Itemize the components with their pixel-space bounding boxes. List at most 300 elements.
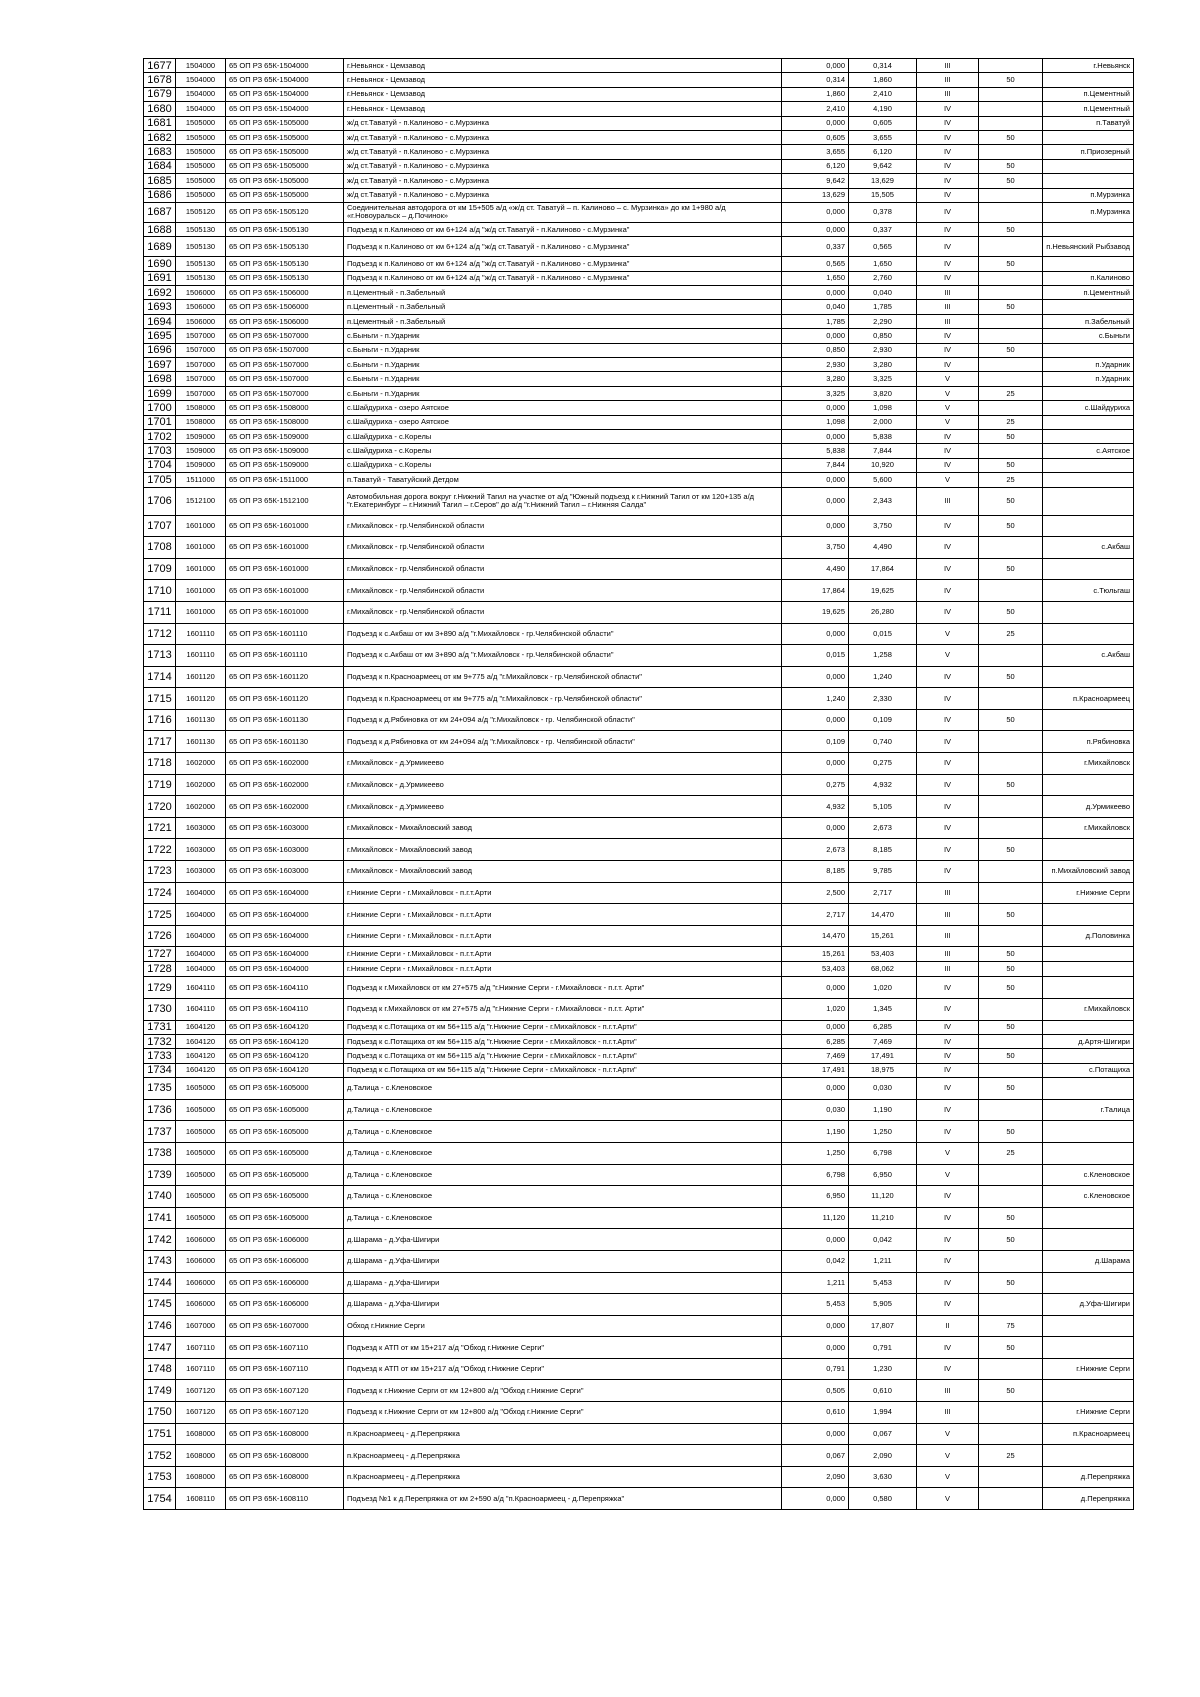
table-row <box>144 444 1134 458</box>
road-name: г.Михайловск - гр.Челябинской области <box>344 515 782 537</box>
settlement: с.Кленовское <box>1043 1164 1134 1186</box>
settlement: д.Артя-Шигири <box>1043 1035 1134 1049</box>
road-name: с.Шайдуриха - с.Корелы <box>344 429 782 443</box>
settlement <box>1043 904 1134 926</box>
speed-limit <box>979 1466 1043 1488</box>
km-start: 0,067 <box>782 1445 849 1467</box>
road-id: 65 ОП РЗ 65К-1505120 <box>226 202 344 222</box>
speed-limit <box>979 1294 1043 1316</box>
row-number: 1704 <box>144 458 176 472</box>
km-end: 0,042 <box>849 1229 917 1251</box>
settlement: п.Мурзинка <box>1043 188 1134 202</box>
row-number: 1723 <box>144 861 176 883</box>
settlement: с.Акбаш <box>1043 645 1134 667</box>
km-start: 1,020 <box>782 999 849 1021</box>
category: IV <box>917 145 979 159</box>
km-start: 6,120 <box>782 159 849 173</box>
speed-limit: 50 <box>979 1229 1043 1251</box>
km-end: 3,280 <box>849 358 917 372</box>
road-name: Автомобильная дорога вокруг г.Нижний Тагил на участке от а/д "Южный подъезд к г.Нижний Тагил от км 120+135 а/д "г.Екатеринбург – г.Нижний Тагил – г.Серов" до а/д "г.Нижний Тагил – г.Нижняя Салда" <box>344 487 782 515</box>
table-row <box>144 688 1134 710</box>
row-number: 1698 <box>144 372 176 386</box>
table-row <box>144 1142 1134 1164</box>
category: V <box>917 1488 979 1510</box>
km-start: 0,000 <box>782 1315 849 1337</box>
road-id: 65 ОП РЗ 65К-1602000 <box>226 774 344 796</box>
km-start: 0,000 <box>782 1229 849 1251</box>
road-code: 1603000 <box>176 817 226 839</box>
table-row <box>144 271 1134 285</box>
road-code: 1508000 <box>176 401 226 415</box>
km-end: 3,820 <box>849 386 917 400</box>
settlement: с.Шайдуриха <box>1043 401 1134 415</box>
km-start: 13,629 <box>782 188 849 202</box>
settlement: п.Рябиновка <box>1043 731 1134 753</box>
road-name: Подъезд к д.Рябиновка от км 24+094 а/д "г.Михайловск - гр. Челябинской области" <box>344 731 782 753</box>
speed-limit: 25 <box>979 415 1043 429</box>
road-id: 65 ОП РЗ 65К-1605000 <box>226 1207 344 1229</box>
speed-limit: 50 <box>979 1121 1043 1143</box>
road-id: 65 ОП РЗ 65К-1507000 <box>226 343 344 357</box>
settlement: с.Аятское <box>1043 444 1134 458</box>
settlement: с.Акбаш <box>1043 537 1134 559</box>
road-id: 65 ОП РЗ 65К-1509000 <box>226 458 344 472</box>
km-end: 14,470 <box>849 904 917 926</box>
category: III <box>917 300 979 314</box>
road-code: 1505000 <box>176 174 226 188</box>
road-code: 1504000 <box>176 59 226 73</box>
settlement: с.Кленовское <box>1043 1186 1134 1208</box>
settlement: п.Цементный <box>1043 87 1134 101</box>
road-code: 1505130 <box>176 271 226 285</box>
settlement: п.Невьянский Рыбзавод <box>1043 237 1134 257</box>
row-number: 1711 <box>144 601 176 623</box>
row-number: 1678 <box>144 73 176 87</box>
road-name: с.Шайдуриха - озеро Аятское <box>344 401 782 415</box>
table-row <box>144 601 1134 623</box>
settlement <box>1043 558 1134 580</box>
row-number: 1692 <box>144 286 176 300</box>
road-code: 1509000 <box>176 444 226 458</box>
km-start: 11,120 <box>782 1207 849 1229</box>
row-number: 1750 <box>144 1402 176 1424</box>
category: IV <box>917 977 979 999</box>
road-code: 1506000 <box>176 300 226 314</box>
table-row <box>144 415 1134 429</box>
table-row <box>144 1229 1134 1251</box>
road-code: 1604120 <box>176 1063 226 1077</box>
km-end: 0,565 <box>849 237 917 257</box>
road-name: г.Нижние Серги - г.Михайловск - п.г.т.Арти <box>344 962 782 977</box>
km-end: 0,580 <box>849 1488 917 1510</box>
table-row <box>144 925 1134 947</box>
km-start: 4,490 <box>782 558 849 580</box>
km-end: 3,630 <box>849 1466 917 1488</box>
km-start: 9,642 <box>782 174 849 188</box>
km-start: 7,469 <box>782 1049 849 1063</box>
settlement <box>1043 709 1134 731</box>
speed-limit <box>979 1250 1043 1272</box>
road-name: д.Шарама - д.Уфа-Шигири <box>344 1250 782 1272</box>
speed-limit: 50 <box>979 839 1043 861</box>
km-start: 0,000 <box>782 116 849 130</box>
km-start: 0,000 <box>782 1488 849 1510</box>
road-name: Подъезд к п.Красноармеец от км 9+775 а/д "г.Михайловск - гр.Челябинской области" <box>344 688 782 710</box>
road-id: 65 ОП РЗ 65К-1605000 <box>226 1164 344 1186</box>
row-number: 1693 <box>144 300 176 314</box>
category: IV <box>917 1186 979 1208</box>
table-row <box>144 237 1134 257</box>
road-id: 65 ОП РЗ 65К-1604000 <box>226 947 344 962</box>
speed-limit: 50 <box>979 558 1043 580</box>
road-code: 1606000 <box>176 1229 226 1251</box>
speed-limit <box>979 1186 1043 1208</box>
km-end: 4,932 <box>849 774 917 796</box>
row-number: 1709 <box>144 558 176 580</box>
settlement <box>1043 1078 1134 1100</box>
road-id: 65 ОП РЗ 65К-1604120 <box>226 1063 344 1077</box>
table-row <box>144 130 1134 144</box>
road-name: с.Быньги - п.Ударник <box>344 372 782 386</box>
road-id: 65 ОП РЗ 65К-1505130 <box>226 271 344 285</box>
km-end: 1,190 <box>849 1099 917 1121</box>
settlement: п.Михайловский завод <box>1043 861 1134 883</box>
settlement <box>1043 947 1134 962</box>
settlement <box>1043 977 1134 999</box>
km-start: 2,090 <box>782 1466 849 1488</box>
settlement <box>1043 1380 1134 1402</box>
speed-limit <box>979 329 1043 343</box>
road-id: 65 ОП РЗ 65К-1505130 <box>226 237 344 257</box>
category: III <box>917 59 979 73</box>
road-code: 1605000 <box>176 1142 226 1164</box>
km-start: 0,000 <box>782 202 849 222</box>
km-start: 4,932 <box>782 796 849 818</box>
road-code: 1601000 <box>176 580 226 602</box>
speed-limit: 50 <box>979 458 1043 472</box>
km-end: 4,190 <box>849 102 917 116</box>
speed-limit <box>979 1402 1043 1424</box>
speed-limit <box>979 116 1043 130</box>
speed-limit <box>979 358 1043 372</box>
settlement: п.Красноармеец <box>1043 1423 1134 1445</box>
row-number: 1694 <box>144 314 176 328</box>
table-row <box>144 1020 1134 1034</box>
km-start: 2,930 <box>782 358 849 372</box>
km-end: 0,378 <box>849 202 917 222</box>
table-row <box>144 1049 1134 1063</box>
category: IV <box>917 358 979 372</box>
row-number: 1746 <box>144 1315 176 1337</box>
road-id: 65 ОП РЗ 65К-1604000 <box>226 925 344 947</box>
category: IV <box>917 774 979 796</box>
settlement: д.Половинка <box>1043 925 1134 947</box>
settlement <box>1043 962 1134 977</box>
km-start: 0,000 <box>782 429 849 443</box>
road-code: 1603000 <box>176 839 226 861</box>
road-code: 1507000 <box>176 386 226 400</box>
category: IV <box>917 429 979 443</box>
category: IV <box>917 1121 979 1143</box>
road-id: 65 ОП РЗ 65К-1604120 <box>226 1049 344 1063</box>
road-code: 1504000 <box>176 102 226 116</box>
speed-limit: 50 <box>979 222 1043 236</box>
road-code: 1509000 <box>176 458 226 472</box>
km-start: 0,000 <box>782 487 849 515</box>
km-end: 7,469 <box>849 1035 917 1049</box>
road-id: 65 ОП РЗ 65К-1603000 <box>226 861 344 883</box>
row-number: 1731 <box>144 1020 176 1034</box>
speed-limit <box>979 202 1043 222</box>
speed-limit <box>979 1164 1043 1186</box>
row-number: 1721 <box>144 817 176 839</box>
table-row <box>144 558 1134 580</box>
road-id: 65 ОП РЗ 65К-1604110 <box>226 999 344 1021</box>
table-row <box>144 882 1134 904</box>
settlement <box>1043 1229 1134 1251</box>
row-number: 1703 <box>144 444 176 458</box>
road-id: 65 ОП РЗ 65К-1601110 <box>226 645 344 667</box>
speed-limit <box>979 861 1043 883</box>
row-number: 1719 <box>144 774 176 796</box>
km-end: 0,850 <box>849 329 917 343</box>
road-code: 1601000 <box>176 537 226 559</box>
row-number: 1715 <box>144 688 176 710</box>
speed-limit: 25 <box>979 473 1043 487</box>
settlement: с.Тюльгаш <box>1043 580 1134 602</box>
road-code: 1605000 <box>176 1121 226 1143</box>
km-end: 8,185 <box>849 839 917 861</box>
speed-limit: 50 <box>979 1049 1043 1063</box>
km-end: 9,642 <box>849 159 917 173</box>
table-row <box>144 174 1134 188</box>
category: IV <box>917 1294 979 1316</box>
km-end: 0,791 <box>849 1337 917 1359</box>
category: IV <box>917 1337 979 1359</box>
category: IV <box>917 601 979 623</box>
speed-limit: 50 <box>979 1207 1043 1229</box>
km-start: 5,838 <box>782 444 849 458</box>
speed-limit <box>979 102 1043 116</box>
road-name: Подъезд к с.Акбаш от км 3+890 а/д "г.Михайловск - гр.Челябинской области" <box>344 623 782 645</box>
road-id: 65 ОП РЗ 65К-1601000 <box>226 601 344 623</box>
category: IV <box>917 753 979 775</box>
category: V <box>917 1164 979 1186</box>
km-start: 0,030 <box>782 1099 849 1121</box>
category: IV <box>917 580 979 602</box>
row-number: 1684 <box>144 159 176 173</box>
row-number: 1740 <box>144 1186 176 1208</box>
row-number: 1699 <box>144 386 176 400</box>
category: V <box>917 473 979 487</box>
road-name: д.Талица - с.Кленовское <box>344 1207 782 1229</box>
speed-limit: 50 <box>979 709 1043 731</box>
km-start: 0,109 <box>782 731 849 753</box>
row-number: 1701 <box>144 415 176 429</box>
category: III <box>917 314 979 328</box>
category: III <box>917 487 979 515</box>
row-number: 1681 <box>144 116 176 130</box>
road-code: 1601000 <box>176 515 226 537</box>
road-name: Подъезд к г.Нижние Серги от км 12+800 а/д "Обход г.Нижние Серги" <box>344 1380 782 1402</box>
table-row <box>144 429 1134 443</box>
speed-limit <box>979 1063 1043 1077</box>
speed-limit <box>979 1423 1043 1445</box>
row-number: 1710 <box>144 580 176 602</box>
road-code: 1606000 <box>176 1272 226 1294</box>
row-number: 1736 <box>144 1099 176 1121</box>
km-end: 0,610 <box>849 1380 917 1402</box>
speed-limit <box>979 925 1043 947</box>
category: IV <box>917 1099 979 1121</box>
speed-limit <box>979 271 1043 285</box>
speed-limit <box>979 1099 1043 1121</box>
km-start: 7,844 <box>782 458 849 472</box>
road-code: 1601000 <box>176 558 226 580</box>
speed-limit: 50 <box>979 774 1043 796</box>
road-code: 1505000 <box>176 159 226 173</box>
km-start: 1,250 <box>782 1142 849 1164</box>
road-code: 1604110 <box>176 999 226 1021</box>
km-end: 2,090 <box>849 1445 917 1467</box>
category: V <box>917 645 979 667</box>
road-id: 65 ОП РЗ 65К-1604000 <box>226 882 344 904</box>
settlement: п.Ударник <box>1043 372 1134 386</box>
speed-limit <box>979 59 1043 73</box>
road-name: Подъезд к п.Калиново от км 6+124 а/д "ж/д ст.Таватуй - п.Калиново - с.Мурзинка" <box>344 271 782 285</box>
road-name: Обход г.Нижние Серги <box>344 1315 782 1337</box>
km-end: 9,785 <box>849 861 917 883</box>
settlement: п.Таватуй <box>1043 116 1134 130</box>
road-id: 65 ОП РЗ 65К-1605000 <box>226 1099 344 1121</box>
road-code: 1504000 <box>176 73 226 87</box>
km-end: 0,040 <box>849 286 917 300</box>
table-row <box>144 623 1134 645</box>
road-id: 65 ОП РЗ 65К-1602000 <box>226 796 344 818</box>
road-name: г.Невьянск - Цемзавод <box>344 73 782 87</box>
speed-limit: 50 <box>979 429 1043 443</box>
table-row <box>144 487 1134 515</box>
table-row <box>144 1337 1134 1359</box>
km-end: 68,062 <box>849 962 917 977</box>
km-end: 6,120 <box>849 145 917 159</box>
row-number: 1738 <box>144 1142 176 1164</box>
road-id: 65 ОП РЗ 65К-1601000 <box>226 558 344 580</box>
km-start: 3,655 <box>782 145 849 159</box>
speed-limit <box>979 237 1043 257</box>
km-start: 0,337 <box>782 237 849 257</box>
km-start: 2,500 <box>782 882 849 904</box>
speed-limit: 25 <box>979 623 1043 645</box>
road-id: 65 ОП РЗ 65К-1508000 <box>226 401 344 415</box>
road-id: 65 ОП РЗ 65К-1606000 <box>226 1294 344 1316</box>
road-id: 65 ОП РЗ 65К-1505130 <box>226 257 344 271</box>
road-name: г.Нижние Серги - г.Михайловск - п.г.т.Арти <box>344 882 782 904</box>
category: IV <box>917 444 979 458</box>
road-id: 65 ОП РЗ 65К-1601120 <box>226 666 344 688</box>
table-row <box>144 343 1134 357</box>
category: IV <box>917 999 979 1021</box>
km-start: 0,015 <box>782 645 849 667</box>
table-row <box>144 1380 1134 1402</box>
category: IV <box>917 188 979 202</box>
km-end: 2,410 <box>849 87 917 101</box>
category: IV <box>917 817 979 839</box>
table-row <box>144 188 1134 202</box>
speed-limit: 75 <box>979 1315 1043 1337</box>
settlement <box>1043 1207 1134 1229</box>
km-start: 0,040 <box>782 300 849 314</box>
road-name: д.Талица - с.Кленовское <box>344 1186 782 1208</box>
km-end: 0,605 <box>849 116 917 130</box>
km-start: 0,000 <box>782 401 849 415</box>
table-row <box>144 861 1134 883</box>
road-id: 65 ОП РЗ 65К-1507000 <box>226 372 344 386</box>
table-row <box>144 358 1134 372</box>
speed-limit <box>979 817 1043 839</box>
table-row <box>144 999 1134 1021</box>
category: IV <box>917 1049 979 1063</box>
road-code: 1604120 <box>176 1035 226 1049</box>
road-name: г.Михайловск - д.Урмикеево <box>344 753 782 775</box>
road-id: 65 ОП РЗ 65К-1608000 <box>226 1445 344 1467</box>
settlement <box>1043 666 1134 688</box>
table-row <box>144 372 1134 386</box>
row-number: 1734 <box>144 1063 176 1077</box>
table-row <box>144 1121 1134 1143</box>
km-end: 5,838 <box>849 429 917 443</box>
km-end: 6,798 <box>849 1142 917 1164</box>
road-code: 1505130 <box>176 237 226 257</box>
table-row <box>144 458 1134 472</box>
road-id: 65 ОП РЗ 65К-1604120 <box>226 1020 344 1034</box>
settlement: г.Нижние Серги <box>1043 1358 1134 1380</box>
road-code: 1607110 <box>176 1337 226 1359</box>
table-row <box>144 962 1134 977</box>
km-end: 5,105 <box>849 796 917 818</box>
road-name: Подъезд №1 к д.Перепряжка от км 2+590 а/д "п.Красноармеец - д.Перепряжка" <box>344 1488 782 1510</box>
road-code: 1602000 <box>176 753 226 775</box>
table-row <box>144 947 1134 962</box>
road-code: 1506000 <box>176 314 226 328</box>
road-code: 1505120 <box>176 202 226 222</box>
settlement: с.Быньги <box>1043 329 1134 343</box>
road-code: 1601120 <box>176 688 226 710</box>
table-row <box>144 1358 1134 1380</box>
speed-limit <box>979 796 1043 818</box>
road-id: 65 ОП РЗ 65К-1601000 <box>226 580 344 602</box>
road-name: г.Михайловск - Михайловский завод <box>344 839 782 861</box>
table-row <box>144 257 1134 271</box>
table-row <box>144 904 1134 926</box>
speed-limit: 25 <box>979 1445 1043 1467</box>
category: III <box>917 925 979 947</box>
speed-limit: 50 <box>979 1078 1043 1100</box>
km-end: 1,098 <box>849 401 917 415</box>
road-code: 1509000 <box>176 429 226 443</box>
category: IV <box>917 1063 979 1077</box>
settlement: п.Цементный <box>1043 102 1134 116</box>
table-row <box>144 87 1134 101</box>
km-end: 18,975 <box>849 1063 917 1077</box>
road-name: с.Быньги - п.Ударник <box>344 343 782 357</box>
category: IV <box>917 257 979 271</box>
km-end: 3,655 <box>849 130 917 144</box>
road-code: 1606000 <box>176 1250 226 1272</box>
settlement <box>1043 623 1134 645</box>
row-number: 1707 <box>144 515 176 537</box>
category: IV <box>917 709 979 731</box>
